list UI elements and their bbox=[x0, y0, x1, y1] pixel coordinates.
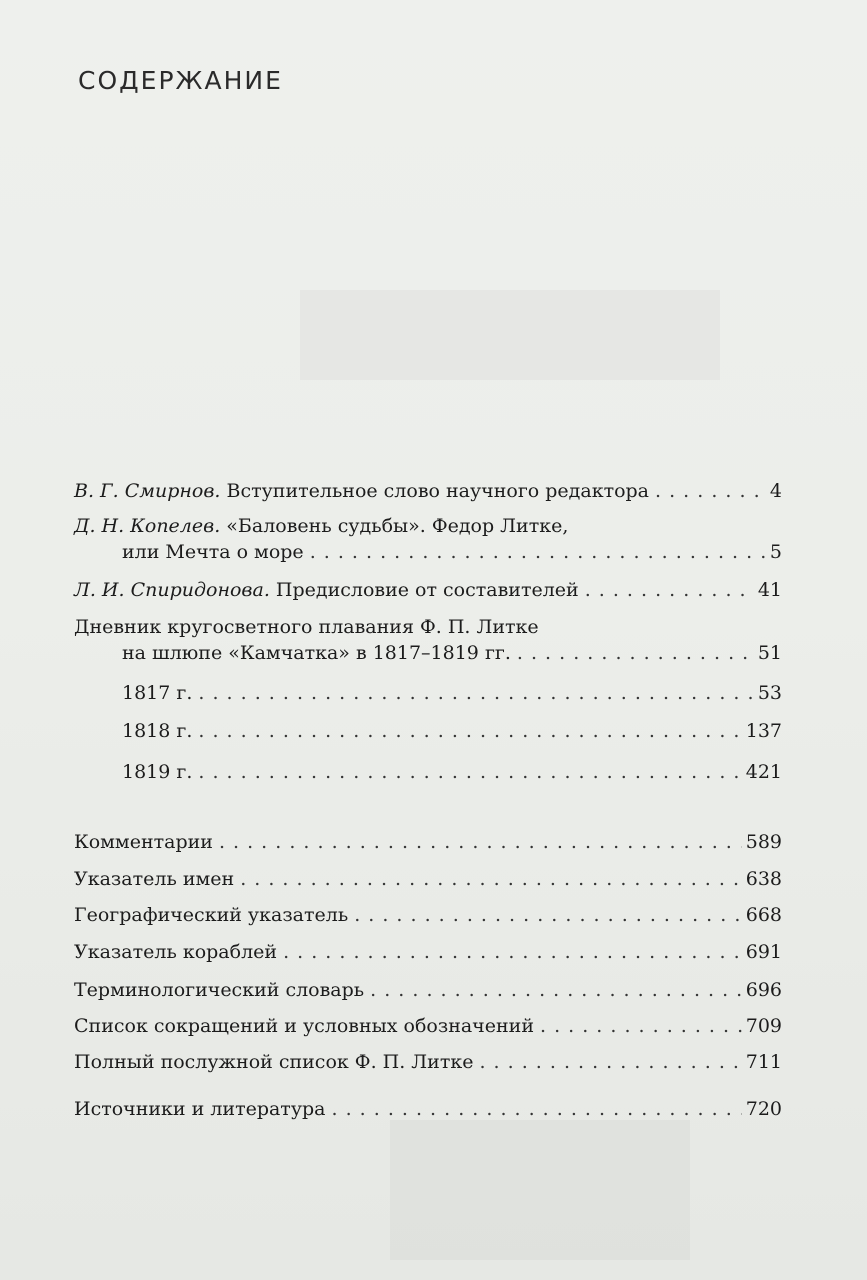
page-number: 51 bbox=[757, 642, 782, 664]
page-number: 5 bbox=[769, 541, 782, 563]
page-number: 711 bbox=[745, 1051, 782, 1073]
entry-title: 1819 г. bbox=[122, 761, 193, 783]
leader-dots bbox=[310, 539, 766, 565]
page-number: 638 bbox=[745, 868, 782, 890]
toc-entry-introduction[interactable] bbox=[74, 478, 782, 504]
toc-entry-kopelev[interactable] bbox=[74, 513, 782, 565]
leader-dots bbox=[283, 939, 742, 965]
page-number: 589 bbox=[745, 831, 782, 853]
entry-author: Д. Н. Копелев. bbox=[74, 515, 221, 537]
entry-author: В. Г. Смирнов. bbox=[74, 480, 221, 502]
leader-dots bbox=[479, 1049, 741, 1075]
entry-title-continuation: или Мечта о море bbox=[122, 541, 304, 563]
page-number: 137 bbox=[745, 720, 782, 742]
entry-title: Дневник кругосветного плавания Ф. П. Литке bbox=[74, 616, 539, 638]
page-number: 709 bbox=[745, 1015, 782, 1037]
leader-dots bbox=[332, 1096, 742, 1122]
entry-title: Указатель кораблей bbox=[74, 941, 278, 963]
toc-entry-diary[interactable] bbox=[74, 614, 782, 666]
page-number: 696 bbox=[745, 979, 782, 1001]
entry-title-continuation: на шлюпе «Камчатка» в 1817–1819 гг. bbox=[122, 642, 511, 664]
toc-entry-service-record[interactable] bbox=[74, 1049, 782, 1075]
entry-title: Предисловие от составителей bbox=[269, 579, 579, 601]
toc-entry-abbreviations[interactable] bbox=[74, 1013, 782, 1039]
leader-dots bbox=[517, 640, 754, 666]
page-number: 41 bbox=[757, 579, 782, 601]
toc-entry-ship-index[interactable] bbox=[74, 939, 782, 965]
entry-title: Комментарии bbox=[74, 831, 213, 853]
leader-dots bbox=[219, 829, 742, 855]
entry-title: Вступительное слово научного редактора bbox=[220, 480, 650, 502]
toc-entry-geographic-index[interactable] bbox=[74, 902, 782, 928]
page-number: 53 bbox=[757, 682, 782, 704]
leader-dots bbox=[198, 718, 741, 744]
toc-entry-glossary[interactable] bbox=[74, 977, 782, 1003]
page-number: 668 bbox=[745, 904, 782, 926]
page-number: 421 bbox=[745, 761, 782, 783]
leader-dots bbox=[198, 759, 741, 785]
leader-dots bbox=[585, 577, 754, 603]
table-of-contents bbox=[74, 0, 782, 1280]
entry-title: Источники и литература bbox=[74, 1098, 326, 1120]
entry-title: Список сокращений и условных обозначений bbox=[74, 1015, 534, 1037]
leader-dots bbox=[240, 866, 742, 892]
entry-title: «Баловень судьбы». Федор Литке, bbox=[220, 515, 569, 537]
toc-entry-1817[interactable] bbox=[74, 680, 782, 706]
toc-entry-commentary[interactable] bbox=[74, 829, 782, 855]
entry-title: Терминологический словарь bbox=[74, 979, 365, 1001]
page-number: 691 bbox=[745, 941, 782, 963]
leader-dots bbox=[655, 478, 766, 504]
entry-title: 1818 г. bbox=[122, 720, 193, 742]
entry-title: 1817 г. bbox=[122, 682, 193, 704]
leader-dots bbox=[540, 1013, 742, 1039]
entry-author: Л. И. Спиридонова. bbox=[74, 579, 270, 601]
entry-title: Полный послужной список Ф. П. Литке bbox=[74, 1051, 474, 1073]
toc-entry-1819[interactable] bbox=[74, 759, 782, 785]
page-number: 4 bbox=[769, 480, 782, 502]
page-title: СОДЕРЖАНИЕ bbox=[78, 66, 283, 95]
leader-dots bbox=[198, 680, 753, 706]
entry-title: Указатель имен bbox=[74, 868, 235, 890]
toc-entry-preface[interactable] bbox=[74, 577, 782, 603]
entry-title: Географический указатель bbox=[74, 904, 349, 926]
toc-entry-sources[interactable] bbox=[74, 1096, 782, 1122]
leader-dots bbox=[370, 977, 742, 1003]
toc-entry-name-index[interactable] bbox=[74, 866, 782, 892]
page-number: 720 bbox=[745, 1098, 782, 1120]
toc-entry-1818[interactable] bbox=[74, 718, 782, 744]
leader-dots bbox=[354, 902, 742, 928]
